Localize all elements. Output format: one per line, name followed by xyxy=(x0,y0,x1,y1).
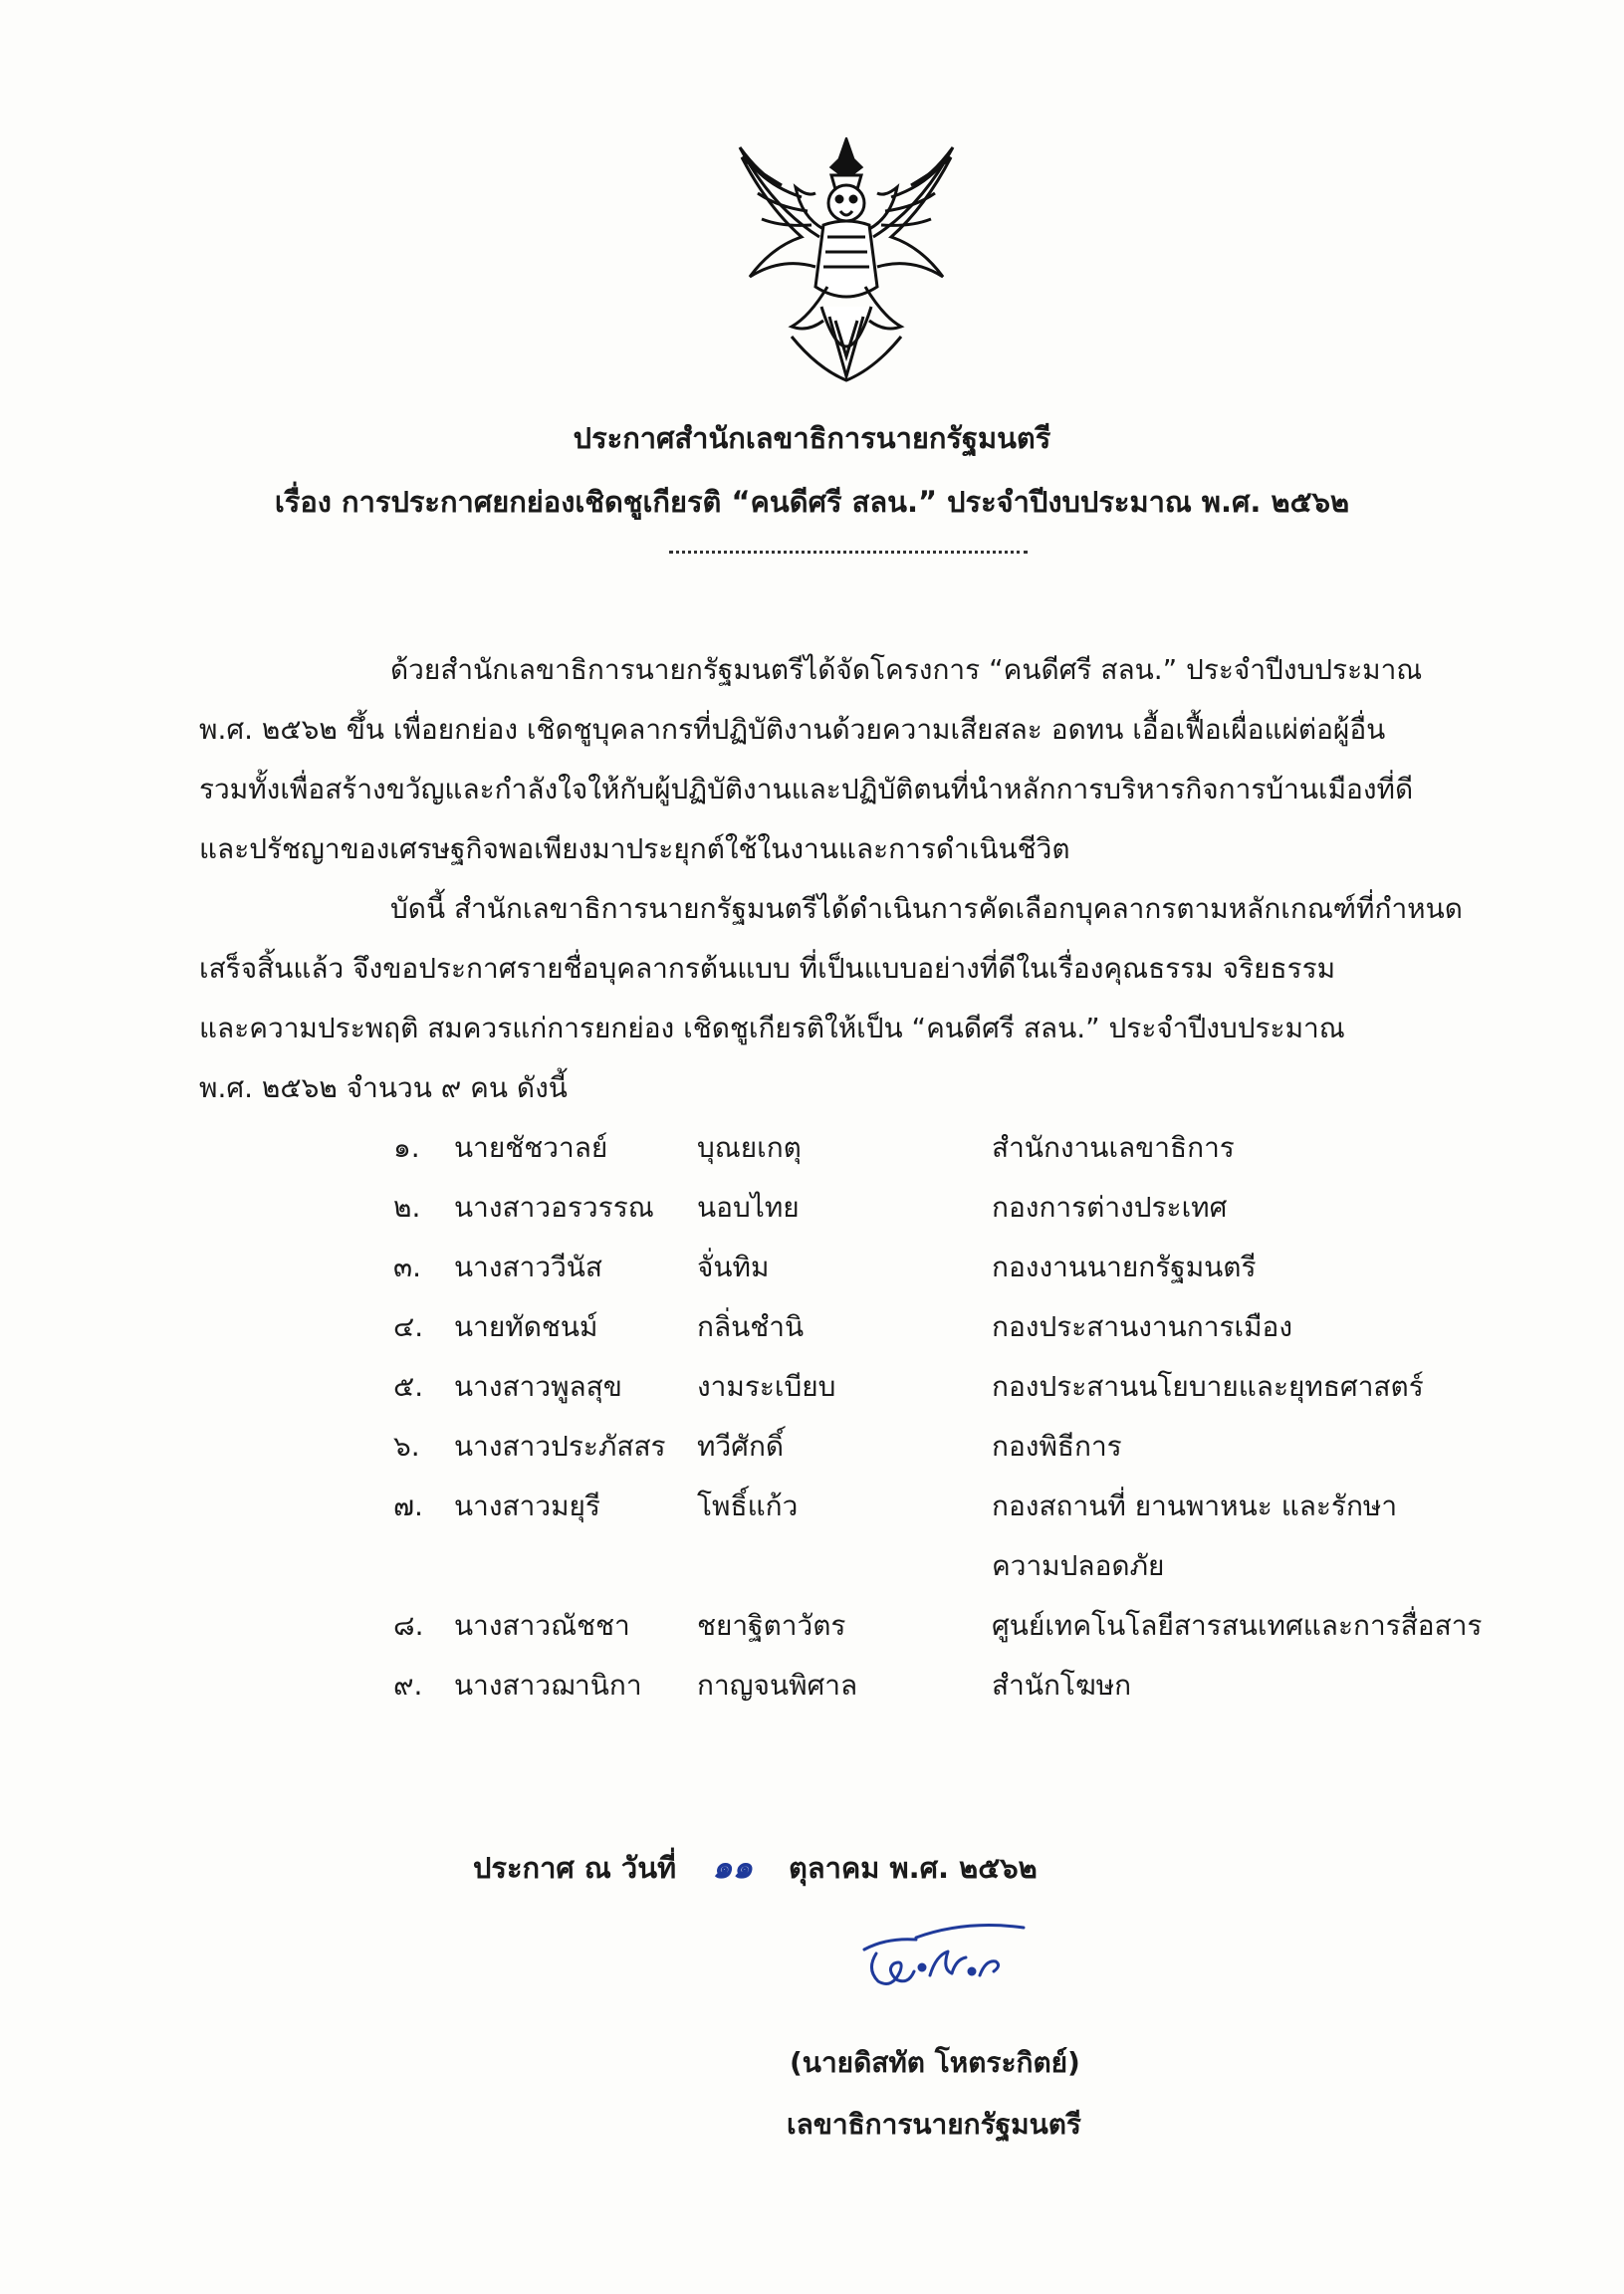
honoree-organization: ความปลอดภัย xyxy=(992,1549,1165,1582)
proclamation-date-line xyxy=(473,1842,1038,1893)
paragraph-line: และความประพฤติ สมควรแก่การยกย่อง เชิดชูเกียรติให้เป็น “คนดีศรี สลน.” ประจำปีงบประมาณ xyxy=(199,1012,1345,1044)
garuda-emblem-icon xyxy=(732,137,961,386)
honoree-row xyxy=(0,1425,1624,1485)
paragraph-line: บัดนี้ สำนักเลขาธิการนายกรัฐมนตรีได้ดำเนินการคัดเลือกบุคลากรตามหลักเกณฑ์ที่กำหนด xyxy=(390,892,1463,925)
signer-name: (นายดิสทัต โหตระกิตย์) xyxy=(790,2046,1080,2079)
announcement-subject: เรื่อง การประกาศยกย่องเชิดชูเกียรติ “คนดีศรี สลน.” ประจำปีงบประมาณ พ.ศ. ๒๕๖๒ xyxy=(274,485,1350,519)
honoree-row xyxy=(0,1305,1624,1365)
honoree-organization: กองประสานงานการเมือง xyxy=(992,1310,1293,1343)
honoree-last-name: โพธิ์แก้ว xyxy=(697,1490,799,1522)
honoree-organization: กองประสานนโยบายและยุทธศาสตร์ xyxy=(992,1370,1424,1403)
honoree-organization: ศูนย์เทคโนโลยีสารสนเทศและการสื่อสาร xyxy=(992,1609,1483,1642)
honoree-row xyxy=(0,1126,1624,1186)
announcement-title: ประกาศสำนักเลขาธิการนายกรัฐมนตรี xyxy=(573,421,1051,455)
honoree-number: ๖. xyxy=(393,1430,420,1463)
honoree-row xyxy=(0,1604,1624,1664)
signature-icon xyxy=(856,1910,1036,1999)
honoree-number: ๘. xyxy=(393,1609,424,1642)
honoree-row xyxy=(0,1246,1624,1305)
honoree-first-name: นางสาวอรวรรณ xyxy=(454,1191,654,1224)
honoree-row-continued xyxy=(0,1544,1624,1604)
honoree-organization: กองการต่างประเทศ xyxy=(992,1191,1228,1224)
honoree-row xyxy=(0,1485,1624,1544)
honoree-last-name: ทวีศักดิ์ xyxy=(697,1430,785,1463)
honoree-first-name: นางสาววีนัส xyxy=(454,1251,603,1283)
honoree-first-name: นางสาวมยุรี xyxy=(454,1490,600,1522)
honoree-number: ๕. xyxy=(393,1370,424,1403)
honoree-organization: สำนักงานเลขาธิการ xyxy=(992,1131,1235,1164)
honoree-first-name: นางสาวฌานิกา xyxy=(454,1669,642,1702)
honoree-number: ๒. xyxy=(393,1191,421,1224)
honoree-last-name: นอบไทย xyxy=(697,1191,800,1224)
honoree-number: ๑. xyxy=(393,1131,420,1164)
honoree-first-name: นางสาวประภัสสร xyxy=(454,1430,666,1463)
honoree-row xyxy=(0,1664,1624,1723)
honoree-first-name: นางสาวพูลสุข xyxy=(454,1370,622,1403)
honoree-first-name: นายชัชวาลย์ xyxy=(454,1131,608,1164)
signer-position: เลขาธิการนายกรัฐมนตรี xyxy=(787,2108,1081,2141)
proclamation-prefix: ประกาศ ณ วันที่ xyxy=(473,1851,677,1885)
honoree-number: ๔. xyxy=(393,1310,424,1343)
paragraph-line: และปรัชญาของเศรษฐกิจพอเพียงมาประยุกต์ใช้ในงานและการดำเนินชีวิต xyxy=(199,832,1070,865)
honoree-last-name: กลิ่นชำนิ xyxy=(697,1310,805,1343)
honoree-organization: กองสถานที่ ยานพาหนะ และรักษา xyxy=(992,1490,1398,1522)
honoree-last-name: กาญจนพิศาล xyxy=(697,1669,858,1702)
honoree-first-name: นายทัดชนม์ xyxy=(454,1310,598,1343)
paragraph-line: เสร็จสิ้นแล้ว จึงขอประกาศรายชื่อบุคลากรต้นแบบ ที่เป็นแบบอย่างที่ดีในเรื่องคุณธรรม จริยธรรม xyxy=(199,952,1336,985)
honoree-last-name: จั่นทิม xyxy=(697,1251,770,1283)
honoree-row xyxy=(0,1186,1624,1246)
paragraph-line: พ.ศ. ๒๕๖๒ จำนวน ๙ คน ดังนี้ xyxy=(199,1071,568,1104)
honoree-number: ๙. xyxy=(393,1669,423,1702)
honoree-organization: กองงานนายกรัฐมนตรี xyxy=(992,1251,1257,1283)
honoree-number: ๓. xyxy=(393,1251,422,1283)
honoree-number: ๗. xyxy=(393,1490,423,1522)
honoree-last-name: งามระเบียบ xyxy=(697,1370,836,1403)
proclamation-month-year: ตุลาคม พ.ศ. ๒๕๖๒ xyxy=(788,1851,1038,1885)
paragraph-line: รวมทั้งเพื่อสร้างขวัญและกำลังใจให้กับผู้ปฏิบัติงานและปฏิบัติตนที่นำหลักการบริหารกิจการบ้านเมืองที่ดี xyxy=(199,773,1414,805)
honoree-organization: สำนักโฆษก xyxy=(992,1669,1132,1702)
paragraph-line: ด้วยสำนักเลขาธิการนายกรัฐมนตรีได้จัดโครงการ “คนดีศรี สลน.” ประจำปีงบประมาณ xyxy=(390,653,1423,686)
dotted-divider xyxy=(669,551,1028,554)
honoree-organization: กองพิธีการ xyxy=(992,1430,1122,1463)
honoree-first-name: นางสาวณัชชา xyxy=(454,1609,630,1642)
handwritten-day: ๑๑ xyxy=(712,1848,753,1886)
paragraph-line: พ.ศ. ๒๕๖๒ ขึ้น เพื่อยกย่อง เชิดชูบุคลากรที่ปฏิบัติงานด้วยความเสียสละ อดทน เอื้อเฟื้อเผื่อแผ่ต่อผู้อื่น xyxy=(199,713,1386,746)
honoree-last-name: ชยาฐิตาวัตร xyxy=(697,1609,846,1642)
honoree-row xyxy=(0,1365,1624,1425)
honoree-last-name: บุณยเกตุ xyxy=(697,1131,802,1164)
